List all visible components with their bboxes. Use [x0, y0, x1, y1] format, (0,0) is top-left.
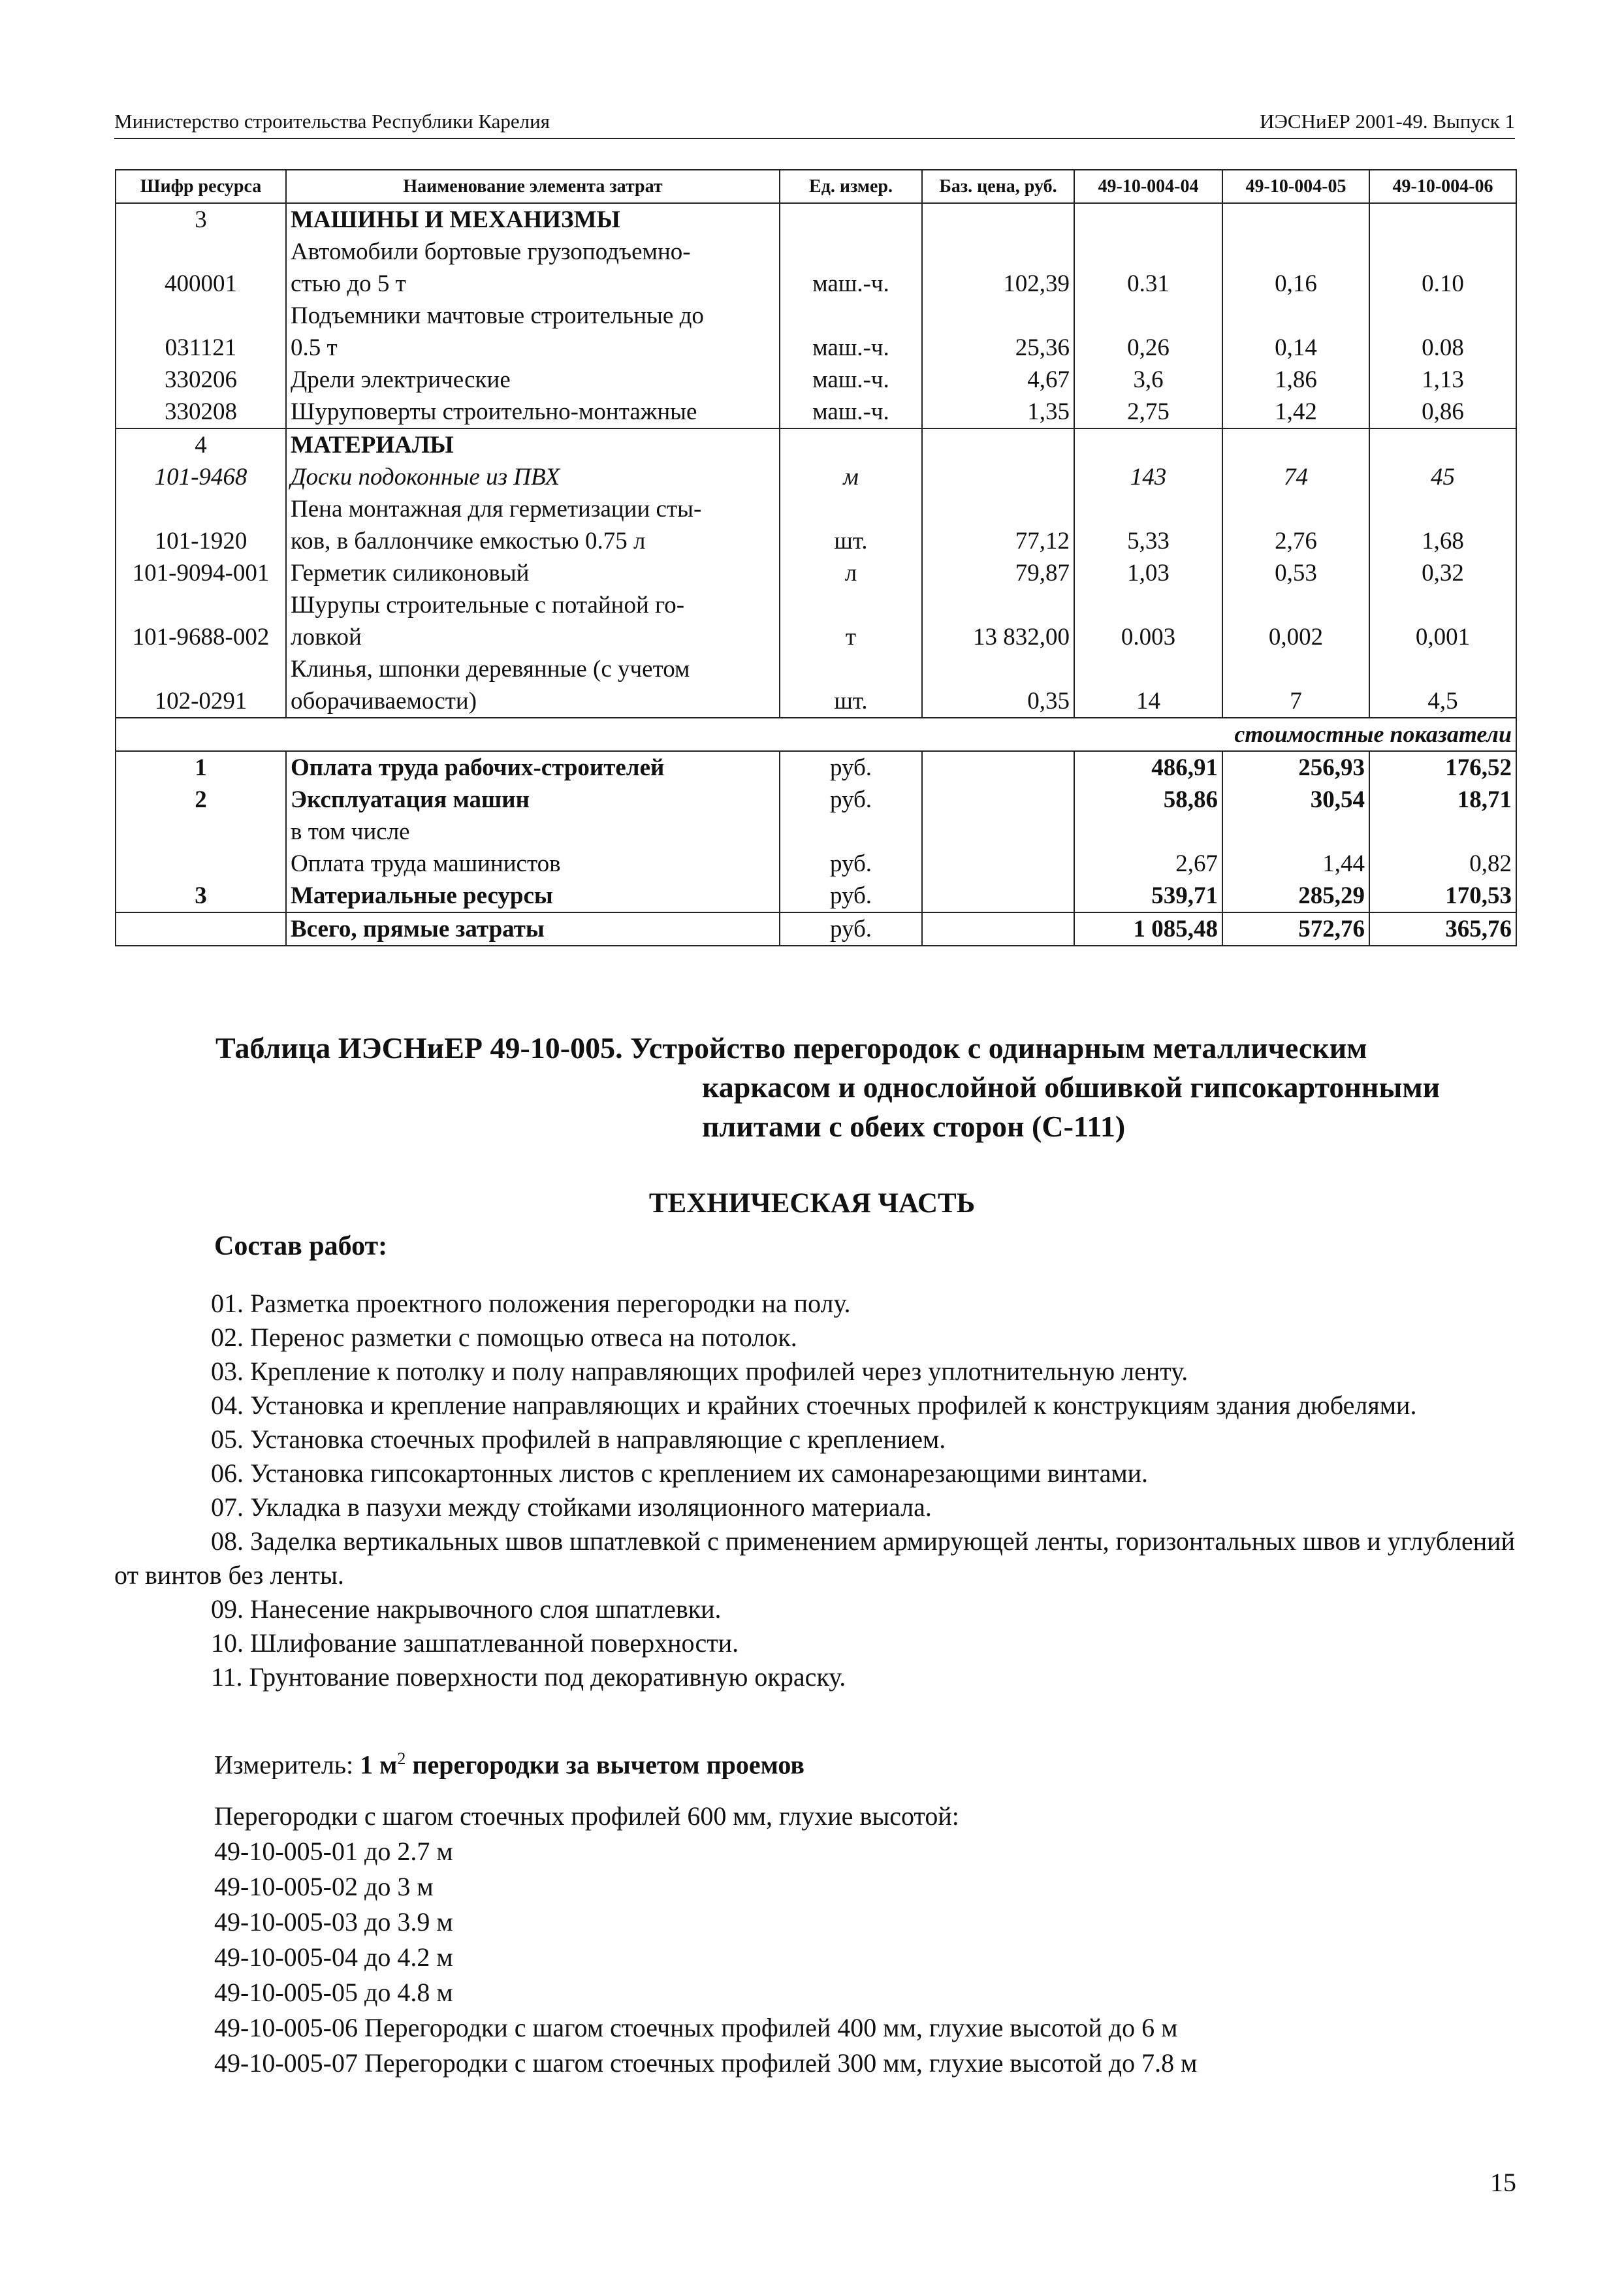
section-row: 4 МАТЕРИАЛЫ — [116, 428, 1516, 461]
header-doc-id: ИЭСНиЕР 2001-49. Выпуск 1 — [1260, 110, 1515, 133]
table-row: 330208 Шуруповерты строительно-монтажные маш.-ч. 1,35 2,75 1,42 0,86 — [116, 396, 1516, 428]
col-header-var1: 49-10-004-04 — [1074, 170, 1222, 203]
list-item: 09. Нанесение накрывочного слоя шпатлевки. — [211, 1594, 722, 1624]
table-row: Подъемники мачтовые строительные до — [116, 300, 1516, 332]
page-number: 15 — [1490, 2168, 1516, 2197]
table-row: 102-0291 оборачиваемости) шт. 0,35 14 7 4,5 — [116, 685, 1516, 718]
list-item: 49-10-005-02 до 3 м — [214, 1872, 434, 1901]
work-list — [114, 1287, 1515, 1694]
list-item: 07. Укладка в пазухи между стойками изоляционного материала. — [211, 1492, 932, 1522]
cost-indicators-label: стоимостные показатели — [116, 718, 1516, 751]
list-item: 04. Установка и крепление направляющих и крайних стоечных профилей к конструкциям здания дюбелями. — [211, 1391, 1417, 1420]
variants-list — [214, 1799, 1197, 2081]
section-row: 3 МАШИНЫ И МЕХАНИЗМЫ — [116, 203, 1516, 236]
col-header-name: Наименование элемента затрат — [286, 170, 780, 203]
table-row: 031121 0.5 т маш.-ч. 25,36 0,26 0,14 0.08 — [116, 332, 1516, 364]
table-row: 101-9468 Доски подоконные из ПВХ м 143 74 45 — [116, 461, 1516, 493]
unit-of-measure: Измеритель: 1 $м^2$ перегородки за вычетом проемов — [214, 1749, 804, 1780]
list-item: 01. Разметка проектного положения перегородки на полу. — [211, 1289, 851, 1318]
table-row: Пена монтажная для герметизации сты- — [116, 493, 1516, 525]
list-item: 49-10-005-03 до 3.9 м — [214, 1907, 453, 1937]
list-item: 49-10-005-05 до 4.8 м — [214, 1978, 453, 2007]
list-item: 10. Шлифование зашпатлеванной поверхности. — [211, 1628, 739, 1658]
table-header-row — [116, 170, 1516, 203]
col-header-unit: Ед. измер. — [780, 170, 922, 203]
summary-row: в том числе — [116, 816, 1516, 848]
table-row: 400001 стью до 5 т маш.-ч. 102,39 0.31 0,16 0.10 — [116, 268, 1516, 300]
list-item: 02. Перенос разметки с помощью отвеса на потолок. — [211, 1323, 797, 1352]
table-row: 101-9688-002 ловкой т 13 832,00 0.003 0,002 0,001 — [116, 621, 1516, 653]
list-item: 06. Установка гипсокартонных листов с креплением их самонарезающими винтами. — [211, 1458, 1149, 1488]
col-header-var2: 49-10-004-05 — [1222, 170, 1369, 203]
table-row: 330206 Дрели электрические маш.-ч. 4,67 3,6 1,86 1,13 — [116, 364, 1516, 396]
work-composition-heading: Состав работ: — [214, 1231, 388, 1261]
col-header-var3: 49-10-004-06 — [1369, 170, 1516, 203]
section-title: МАТЕРИАЛЫ — [286, 428, 780, 461]
list-item: 49-10-005-06 Перегородки с шагом стоечных профилей 400 мм, глухие высотой до 6 м — [214, 2013, 1178, 2042]
resource-table — [115, 169, 1517, 946]
table-row: 101-9094-001 Герметик силиконовый л 79,87 1,03 0,53 0,32 — [116, 557, 1516, 589]
col-header-code: Шифр ресурса — [116, 170, 286, 203]
table-row: Шурупы строительные с потайной го- — [116, 589, 1516, 621]
list-item: 49-10-005-01 до 2.7 м — [214, 1837, 453, 1866]
list-item: 49-10-005-04 до 4.2 м — [214, 1942, 453, 1972]
list-item: 49-10-005-07 Перегородки с шагом стоечных профилей 300 мм, глухие высотой до 7.8 м — [214, 2048, 1198, 2078]
summary-row: Оплата труда машинистов руб. 2,67 1,44 0,82 — [116, 848, 1516, 880]
list-item: 03. Крепление к потолку и полу направляющих профилей через уплотнительную ленту. — [211, 1357, 1188, 1386]
summary-row: 2 Эксплуатация машин руб. 58,86 30,54 18,71 — [116, 784, 1516, 816]
summary-row: 1 Оплата труда рабочих-строителей руб. 486,91 256,93 176,52 — [116, 751, 1516, 784]
cost-indicators-row — [116, 718, 1516, 751]
table-row: 101-1920 ков, в баллончике емкостью 0.75 л шт. 77,12 5,33 2,76 1,68 — [116, 525, 1516, 557]
list-item: 08. Заделка вертикальных швов шпатлевкой с применением армирующей ленты, горизонтальных швов и углублений от винтов без ленты. — [114, 1526, 1515, 1590]
list-item: 05. Установка стоечных профилей в направляющие с креплением. — [211, 1424, 946, 1454]
table-row: Автомобили бортовые грузоподъемно- — [116, 236, 1516, 268]
section-title: МАШИНЫ И МЕХАНИЗМЫ — [286, 203, 780, 236]
col-header-price: Баз. цена, руб. — [922, 170, 1074, 203]
header-ministry: Министерство строительства Республики Карелия — [114, 110, 550, 133]
list-item: Перегородки с шагом стоечных профилей 600 мм, глухие высотой: — [214, 1801, 959, 1831]
header-rule — [114, 138, 1515, 139]
total-row: Всего, прямые затраты руб. 1 085,48 572,76 365,76 — [116, 912, 1516, 946]
list-item: 11. Грунтование поверхности под декоративную окраску. — [211, 1662, 846, 1692]
technical-part-heading: ТЕХНИЧЕСКАЯ ЧАСТЬ — [648, 1188, 976, 1219]
summary-row: 3 Материальные ресурсы руб. 539,71 285,29 170,53 — [116, 880, 1516, 912]
table-row: Клинья, шпонки деревянные (с учетом — [116, 653, 1516, 685]
